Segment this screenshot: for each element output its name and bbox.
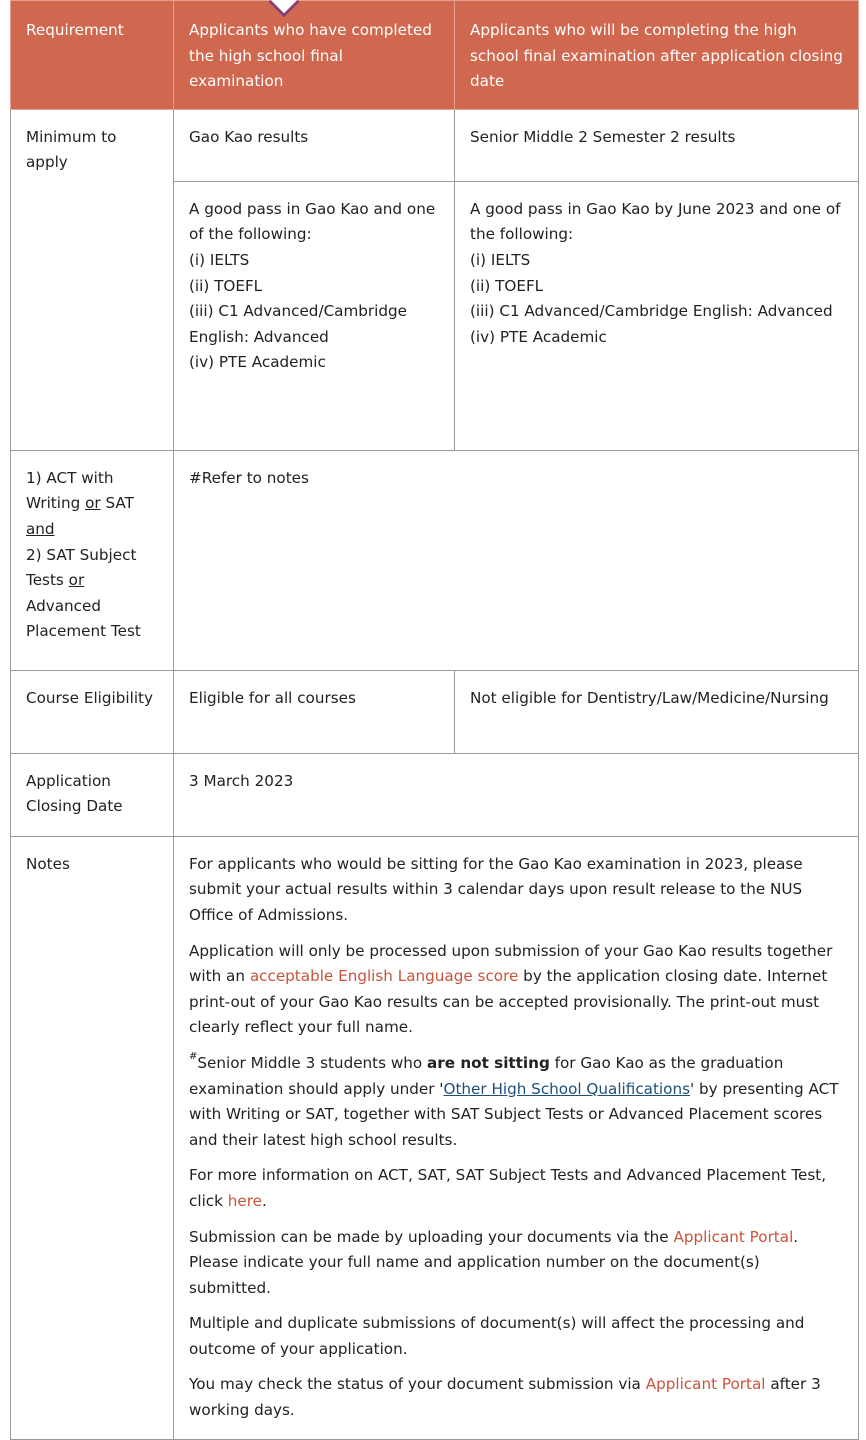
table-row-eligibility: [11, 670, 859, 753]
cell-eligibility-completing: Not eligible for Dentistry/Law/Medicine/Nursing: [455, 670, 859, 753]
cell-act-value: #Refer to notes: [174, 450, 859, 670]
table-row-closing: [11, 753, 859, 836]
english-item: (ii) TOEFL: [470, 276, 544, 295]
cell-completing-english: [455, 181, 859, 450]
english-item: (ii) TOEFL: [189, 276, 263, 295]
notes-paragraph: Multiple and duplicate submissions of document(s) will affect the processing and outcome of your application.: [189, 1314, 805, 1358]
english-item: (iv) PTE Academic: [189, 353, 326, 372]
english-item: (i) IELTS: [189, 250, 250, 269]
english-intro: A good pass in Gao Kao and one of the following:: [189, 199, 436, 244]
cell-completed-results: Gao Kao results: [174, 109, 455, 181]
table-row-act: [11, 450, 859, 670]
english-item: (iv) PTE Academic: [470, 327, 607, 346]
cell-completing-results: Senior Middle 2 Semester 2 results: [455, 109, 859, 181]
table-row-minimum: [11, 109, 859, 181]
notes-paragraph: #Senior Middle 3 students who are not sitting for Gao Kao as the graduation examination should apply under 'Other High School Qualifications' by presenting ACT with Writing or SAT, together with SAT Subject Tests or Advanced Placement scores and their latest high school results.: [189, 1050, 839, 1149]
notes-paragraph: Submission can be made by uploading your documents via the Applicant Portal. Please indicate your full name and application number on the document(s) submitted.: [189, 1227, 799, 1297]
notes-paragraph: You may check the status of your document submission via Applicant Portal after 3 working days.: [189, 1375, 821, 1420]
cell-closing-value: 3 March 2023: [174, 753, 859, 836]
more-info-here-link[interactable]: here: [227, 1191, 262, 1210]
english-item: (iii) C1 Advanced/Cambridge English: Advanced: [189, 302, 408, 346]
header-completing: Applicants who will be completing the high school final examination after application closing date: [455, 1, 859, 110]
notes-paragraph: Application will only be processed upon submission of your Gao Kao results together with an acceptable English Language score by the application closing date. Internet print-out of your Gao Kao results can be accepted provisionally. The print-out must clearly reflect your full name.: [189, 941, 833, 1037]
applicant-portal-link[interactable]: Applicant Portal: [673, 1227, 794, 1246]
cell-notes: [174, 836, 859, 1439]
row-label-closing: Application Closing Date: [11, 753, 174, 836]
applicant-portal-status-link[interactable]: Applicant Portal: [645, 1375, 766, 1394]
table-header-row: [11, 1, 859, 110]
notes-paragraph: For more information on ACT, SAT, SAT Subject Tests and Advanced Placement Test, click here.: [189, 1166, 827, 1210]
other-qualifications-link[interactable]: Other High School Qualifications: [443, 1079, 690, 1098]
notes-paragraph: For applicants who would be sitting for the Gao Kao examination in 2023, please submit your actual results within 3 calendar days upon result release to the NUS Office of Admissions.: [189, 854, 803, 924]
requirements-table: [10, 0, 859, 1440]
table-row-notes: [11, 836, 859, 1439]
english-intro: A good pass in Gao Kao by June 2023 and one of the following:: [470, 199, 841, 244]
row-label-minimum: Minimum to apply: [11, 109, 174, 450]
header-requirement: Requirement: [11, 1, 174, 110]
header-completed: Applicants who have completed the high school final examination: [174, 1, 455, 110]
row-label-notes: Notes: [11, 836, 174, 1439]
english-item: (iii) C1 Advanced/Cambridge English: Advanced: [470, 302, 833, 321]
english-score-link[interactable]: acceptable English Language score: [249, 967, 519, 986]
requirements-table-wrapper: [10, 0, 858, 1440]
row-label-act: 1) ACT with Writing or SAT and 2) SAT Subject Tests or Advanced Placement Test: [11, 450, 174, 670]
english-item: (i) IELTS: [470, 250, 531, 269]
cell-completed-english: [174, 181, 455, 450]
row-label-eligibility: Course Eligibility: [11, 670, 174, 753]
cell-eligibility-completed: Eligible for all courses: [174, 670, 455, 753]
